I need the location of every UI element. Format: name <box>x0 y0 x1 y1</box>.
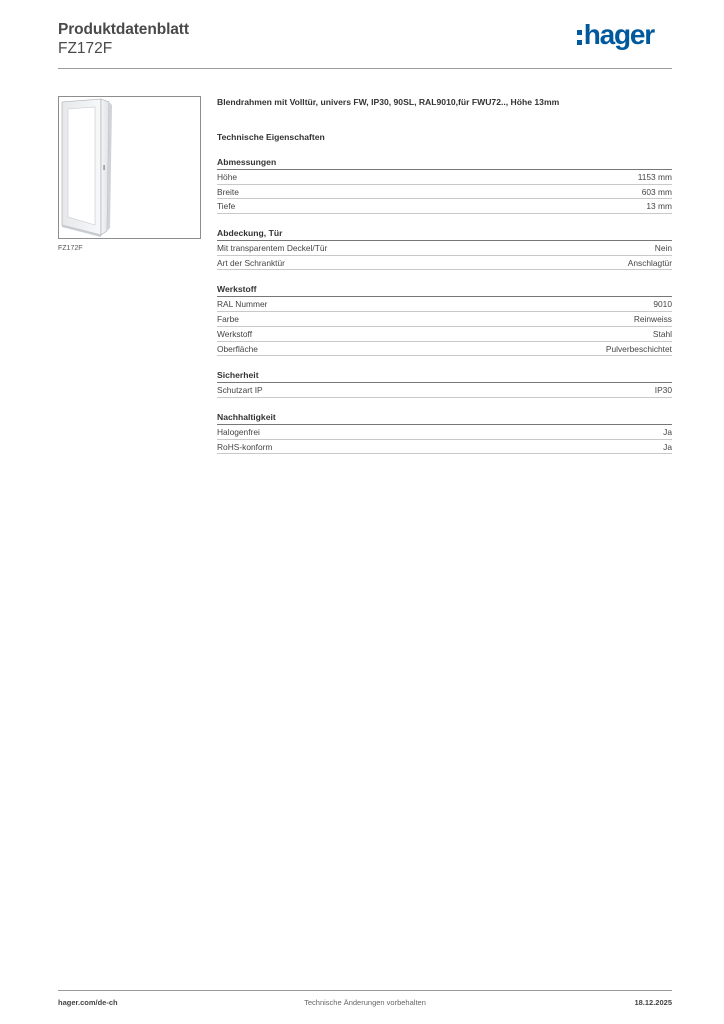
enclosure-door-icon <box>59 97 200 238</box>
property-label: Mit transparentem Deckel/Tür <box>217 243 328 254</box>
property-row <box>217 440 672 455</box>
property-row <box>217 312 672 327</box>
property-value: Pulverbeschichtet <box>605 343 672 354</box>
property-label: RAL Nummer <box>217 299 268 310</box>
product-description: Blendrahmen mit Volltür, univers FW, IP30, 90SL, RAL9010,für FWU72.., Höhe 13mm <box>217 97 560 107</box>
property-value: Anschlagtür <box>627 257 672 268</box>
section-sustainability <box>217 411 672 454</box>
property-label: RoHS-konform <box>217 441 273 452</box>
section-cover-door <box>217 227 672 270</box>
footer-website-link[interactable]: hager.com/de-ch <box>58 998 118 1007</box>
header-divider <box>58 68 672 69</box>
property-row <box>217 256 672 271</box>
property-row <box>217 327 672 342</box>
property-row <box>217 185 672 200</box>
property-label: Tiefe <box>217 201 236 212</box>
property-label: Oberfläche <box>217 343 258 354</box>
footer-notice: Technische Änderungen vorbehalten <box>304 998 426 1007</box>
section-title: Abmessungen <box>217 156 672 170</box>
property-value: 1153 mm <box>637 172 672 182</box>
product-image <box>58 96 201 239</box>
property-value: Ja <box>663 426 672 437</box>
property-row <box>217 342 672 357</box>
product-details <box>217 96 672 454</box>
section-dimensions <box>217 156 672 214</box>
property-row <box>217 383 672 398</box>
property-row <box>217 199 672 214</box>
image-caption: FZ172F <box>58 245 83 252</box>
property-label: Farbe <box>217 314 239 325</box>
property-row <box>217 297 672 312</box>
section-title: Abdeckung, Tür <box>217 227 672 241</box>
section-safety <box>217 369 672 398</box>
property-value: IP30 <box>654 385 672 396</box>
property-row <box>217 170 672 185</box>
article-number: FZ172F <box>58 40 113 57</box>
technical-properties-heading: Technische Eigenschaften <box>217 132 325 142</box>
property-label: Schutzart IP <box>217 385 263 396</box>
property-label: Halogenfrei <box>217 426 260 437</box>
hager-logo <box>577 20 654 50</box>
property-value: 13 mm <box>646 201 672 212</box>
document-title: Produktdatenblatt <box>58 21 189 38</box>
section-title: Werkstoff <box>217 283 672 297</box>
section-title: Sicherheit <box>217 369 672 383</box>
logo-dots-icon <box>577 30 582 45</box>
document-header <box>58 20 672 70</box>
section-title: Nachhaltigkeit <box>217 411 672 425</box>
logo-text: hager <box>583 19 654 50</box>
footer-divider <box>58 990 672 991</box>
property-label: Art der Schranktür <box>217 257 285 268</box>
property-value: Ja <box>663 441 672 452</box>
section-material <box>217 283 672 356</box>
property-label: Breite <box>217 186 239 197</box>
footer-date: 18.12.2025 <box>634 998 672 1007</box>
property-label: Höhe <box>217 172 238 182</box>
property-value: Stahl <box>652 328 672 339</box>
property-label: Werkstoff <box>217 328 253 339</box>
document-footer <box>58 998 672 1010</box>
property-value: 603 mm <box>641 186 672 197</box>
property-value: Nein <box>654 243 672 254</box>
property-value: Reinweiss <box>633 314 672 325</box>
property-row <box>217 425 672 440</box>
property-row <box>217 241 672 256</box>
property-value: 9010 <box>653 299 672 310</box>
